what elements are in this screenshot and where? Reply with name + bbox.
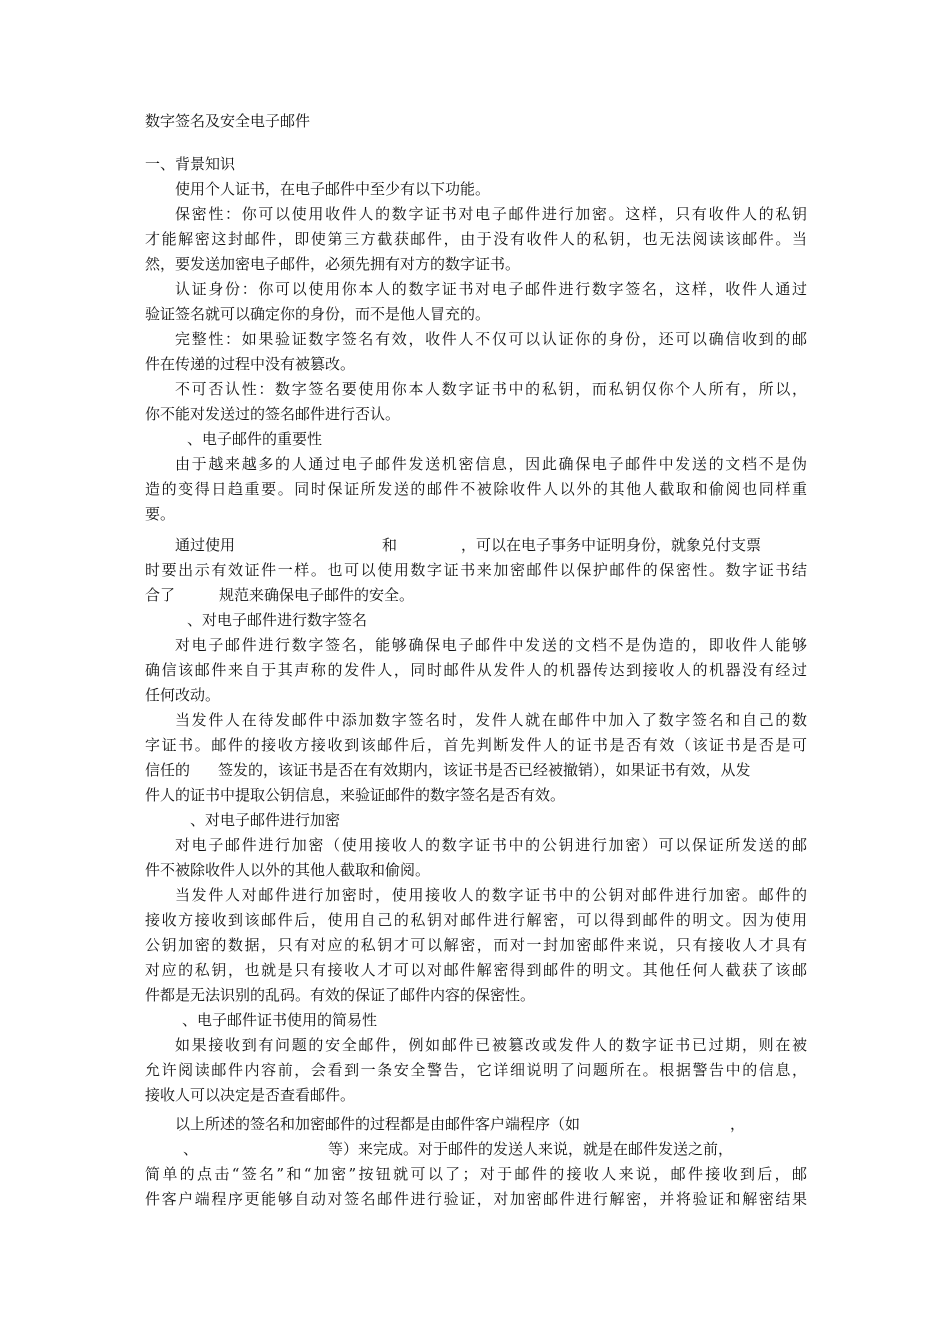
text-fragment: 等）来完成。对于邮件的发送人来说，就是在邮件发送之前， — [328, 1140, 734, 1158]
paragraph-line: 接收人可以决定是否查看邮件。 — [145, 1086, 356, 1104]
paragraph-line: 保密性：你可以使用收件人的数字证书对电子邮件进行加密。这样，只有收件人的私钥 — [175, 205, 807, 223]
paragraph-line: 件都是无法识别的乱码。有效的保证了邮件内容的保密性。 — [145, 986, 536, 1004]
paragraph-line — [145, 1112, 807, 1137]
paragraph-line: 你不能对发送过的签名邮件进行否认。 — [145, 405, 401, 423]
section-heading: 、电子邮件的重要性 — [187, 430, 323, 448]
paragraph-line: 由于越来越多的人通过电子邮件发送机密信息，因此确保电子邮件中发送的文档不是伪 — [175, 455, 807, 473]
paragraph-line: 对应的私钥，也就是只有接收人才可以对邮件解密得到邮件的明文。其他任何人截获了该邮 — [145, 961, 807, 979]
section-heading: 、对电子邮件进行数字签名 — [187, 611, 368, 629]
section-heading: 一、背景知识 — [145, 155, 236, 173]
paragraph-line — [145, 533, 807, 558]
text-fragment: 以上所述的签名和加密邮件的过程都是由邮件客户端程序（如 — [175, 1115, 581, 1133]
paragraph-line: 使用个人证书，在电子邮件中至少有以下功能。 — [175, 180, 491, 198]
paragraph-line: 造的变得日趋重要。同时保证所发送的邮件不被除收件人以外的其他人截取和偷阅也同样重 — [145, 480, 807, 498]
text-fragment: 、 — [183, 1140, 199, 1158]
paragraph-line: 件人的证书中提取公钥信息，来验证邮件的数字签名是否有效。 — [145, 786, 566, 804]
text-fragment: ，可以在电子事务中证明身份，就象兑付支票 — [461, 536, 762, 554]
paragraph-line — [145, 1137, 807, 1162]
paragraph-line: 件在传递的过程中没有被篡改。 — [145, 355, 356, 373]
text-fragment: 合了 — [145, 586, 176, 604]
paragraph-line: 对电子邮件进行数字签名，能够确保电子邮件中发送的文档不是伪造的，即收件人能够 — [175, 636, 807, 654]
section-heading: 、电子邮件证书使用的简易性 — [182, 1011, 378, 1029]
paragraph-line: 简单的点击“签名”和“加密”按钮就可以了；对于邮件的接收人来说，邮件接收到后，邮 — [145, 1165, 807, 1183]
section-heading: 、对电子邮件进行加密 — [190, 811, 341, 829]
text-fragment: 和 — [382, 536, 398, 554]
text-fragment: 信任的 — [145, 761, 191, 779]
paragraph-line: 确信该邮件来自于其声称的发件人，同时邮件从发件人的机器传达到接收人的机器没有经过 — [145, 661, 807, 679]
paragraph-line: 对电子邮件进行加密（使用接收人的数字证书中的公钥进行加密）可以保证所发送的邮 — [175, 836, 807, 854]
paragraph-line: 才能解密这封邮件，即使第三方截获邮件，由于没有收件人的私钥，也无法阅读该邮件。当 — [145, 230, 807, 248]
paragraph-line — [145, 583, 807, 608]
paragraph-line: 验证签名就可以确定你的身份，而不是他人冒充的。 — [145, 305, 491, 323]
paragraph-line: 不可否认性：数字签名要使用你本人数字证书中的私钥，而私钥仅你个人所有，所以， — [175, 380, 807, 398]
document-page — [145, 110, 807, 1212]
paragraph-line: 允许阅读邮件内容前，会看到一条安全警告，它详细说明了问题所在。根据警告中的信息， — [145, 1061, 807, 1079]
paragraph-line: 要。 — [145, 505, 176, 523]
paragraph-line: 字证书。邮件的接收方接收到该邮件后，首先判断发件人的证书是否有效（该证书是否是可 — [145, 736, 807, 754]
paragraph-line: 当发件人在待发邮件中添加数字签名时，发件人就在邮件中加入了数字签名和自己的数 — [175, 711, 807, 729]
paragraph-line: 当发件人对邮件进行加密时，使用接收人的数字证书中的公钥对邮件进行加密。邮件的 — [175, 886, 807, 904]
paragraph-line: 认证身份：你可以使用你本人的数字证书对电子邮件进行数字签名，这样，收件人通过 — [175, 280, 807, 298]
paragraph-line: 接收方接收到该邮件后，使用自己的私钥对邮件进行解密，可以得到邮件的明文。因为使用 — [145, 911, 807, 929]
text-fragment: 规范来确保电子邮件的安全。 — [219, 586, 415, 604]
paragraph-line: 然，要发送加密电子邮件，必须先拥有对方的数字证书。 — [145, 255, 521, 273]
paragraph-line: 如果接收到有问题的安全邮件，例如邮件已被篡改或发件人的数字证书已过期，则在被 — [175, 1036, 807, 1054]
paragraph-line — [145, 758, 807, 783]
document-title: 数字签名及安全电子邮件 — [145, 112, 311, 130]
text-fragment: ， — [730, 1115, 746, 1133]
paragraph-line: 公钥加密的数据，只有对应的私钥才可以解密，而对一封加密邮件来说，只有接收人才具有 — [145, 936, 807, 954]
paragraph-line: 件不被除收件人以外的其他人截取和偷阅。 — [145, 861, 431, 879]
text-fragment: 通过使用 — [175, 536, 236, 554]
paragraph-line: 任何改动。 — [145, 686, 221, 704]
paragraph-line: 件客户端程序更能够自动对签名邮件进行验证，对加密邮件进行解密，并将验证和解密结果 — [145, 1190, 807, 1208]
text-fragment: 签发的，该证书是否在有效期内，该证书是否已经被撤销），如果证书有效，从发 — [218, 761, 751, 779]
paragraph-line: 时要出示有效证件一样。也可以使用数字证书来加密邮件以保护邮件的保密性。数字证书结 — [145, 561, 807, 579]
paragraph-line: 完整性：如果验证数字签名有效，收件人不仅可以认证你的身份，还可以确信收到的邮 — [175, 330, 807, 348]
